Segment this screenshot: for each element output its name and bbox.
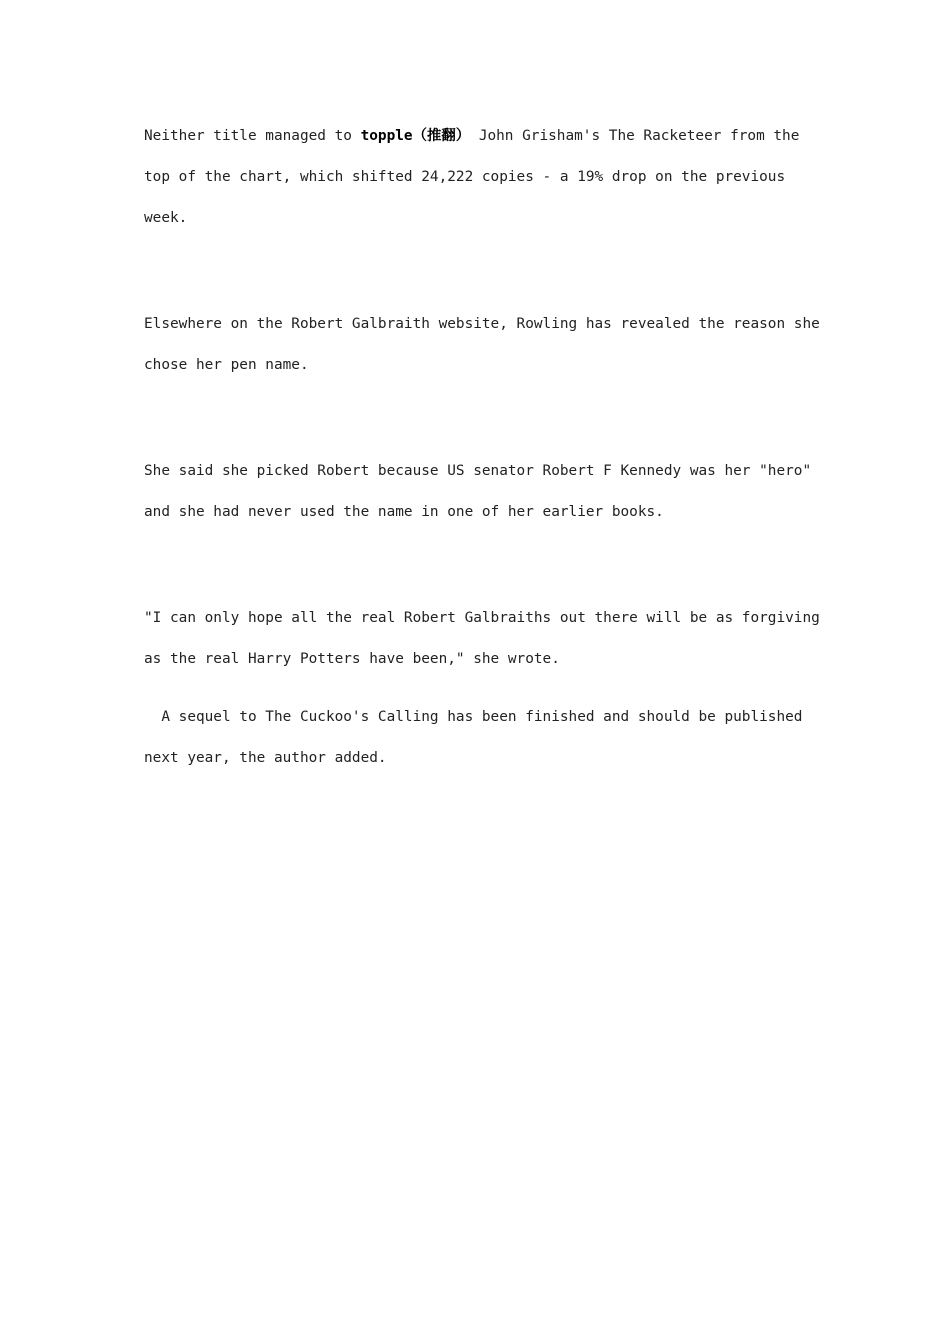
highlighted-term: topple（推翻）	[360, 128, 471, 144]
paragraph-line: Elsewhere on the Robert Galbraith website, Rowling has revealed the reason she	[144, 316, 820, 332]
paragraph-line: "I can only hope all the real Robert Galbraiths out there will be as forgiving	[144, 610, 820, 626]
line-prefix: Neither title managed to	[144, 128, 361, 144]
paragraph-line: chose her pen name.	[144, 357, 309, 373]
paragraph-line: next year, the author added.	[144, 750, 387, 766]
paragraph-line: week.	[144, 210, 188, 226]
paragraph-pen-name	[144, 304, 820, 386]
paragraph-line: top of the chart, which shifted 24,222 copies - a 19% drop on the previous	[144, 169, 786, 185]
paragraph-grisham-chart	[144, 116, 809, 239]
paragraph-robert-kennedy	[144, 451, 812, 533]
paragraph-quote	[144, 598, 820, 680]
paragraph-line: as the real Harry Potters have been," she wrote.	[144, 651, 560, 667]
paragraph-line: She said she picked Robert because US senator Robert F Kennedy was her "hero"	[144, 463, 812, 479]
paragraph-line	[144, 116, 809, 157]
paragraph-sequel	[144, 697, 809, 779]
line-suffix: John Grisham's The Racketeer from the	[470, 128, 800, 144]
paragraph-line: and she had never used the name in one of her earlier books.	[144, 504, 664, 520]
paragraph-line: A sequel to The Cuckoo's Calling has been finished and should be published	[144, 709, 803, 725]
